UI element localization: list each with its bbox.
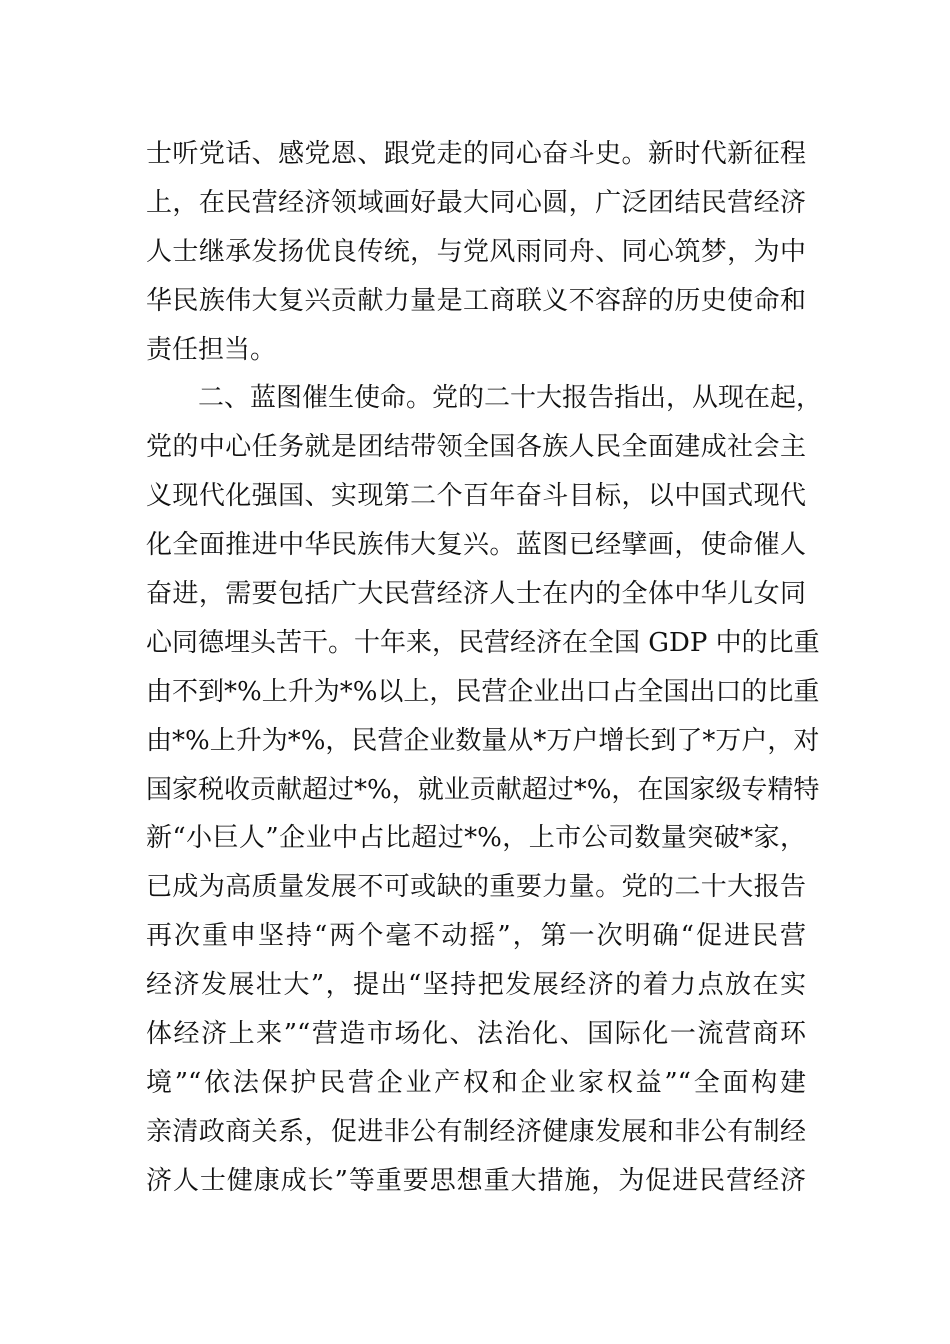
text-line: 华民族伟大复兴贡献力量是工商联义不容辞的历史使命和 <box>146 285 806 316</box>
text-line: 国家税收贡献超过*%，就业贡献超过*%，在国家级专精特 <box>146 774 820 805</box>
text-line: 心同德埋头苦干。十年来，民营经济在全国 GDP 中的比重 <box>146 627 820 658</box>
text-line: 奋进，需要包括广大民营经济人士在内的全体中华儿女同 <box>146 579 806 610</box>
text-line: 责任担当。 <box>146 334 277 365</box>
text-line: 亲清政商关系，促进非公有制经济健康发展和非公有制经 <box>146 1116 806 1147</box>
text-line: 由*%上升为*%，民营企业数量从*万户增长到了*万户，对 <box>146 725 820 756</box>
body-text <box>146 130 823 1206</box>
text-line: 体经济上来”“营造市场化、法治化、国际化一流营商环 <box>146 1019 806 1050</box>
text-line: 党的中心任务就是团结带领全国各族人民全面建成社会主 <box>146 432 806 463</box>
text-line: 经济发展壮大”，提出“坚持把发展经济的着力点放在实 <box>146 970 806 1001</box>
text-line: 化全面推进中华民族伟大复兴。蓝图已经擘画，使命催人 <box>146 530 806 561</box>
text-line: 二、蓝图催生使命。党的二十大报告指出，从现在起， <box>198 383 823 414</box>
text-line: 人士继承发扬优良传统，与党风雨同舟、同心筑梦，为中 <box>146 236 806 267</box>
text-line: 士听党话、感党恩、跟党走的同心奋斗史。新时代新征程 <box>146 139 806 169</box>
text-line: 境”“依法保护民营企业产权和企业家权益”“全面构建 <box>146 1067 806 1098</box>
text-line: 已成为高质量发展不可或缺的重要力量。党的二十大报告 <box>146 872 806 903</box>
text-line: 再次重申坚持“两个毫不动摇”，第一次明确“促进民营 <box>146 921 806 952</box>
text-line: 济人士健康成长”等重要思想重大措施，为促进民营经济 <box>146 1165 806 1196</box>
text-line: 新“小巨人”企业中占比超过*%，上市公司数量突破*家， <box>146 823 806 854</box>
text-line: 上，在民营经济领域画好最大同心圆，广泛团结民营经济 <box>146 187 806 218</box>
text-line: 由不到*%上升为*%以上，民营企业出口占全国出口的比重 <box>146 676 820 707</box>
text-line: 义现代化强国、实现第二个百年奋斗目标，以中国式现代 <box>146 481 806 512</box>
